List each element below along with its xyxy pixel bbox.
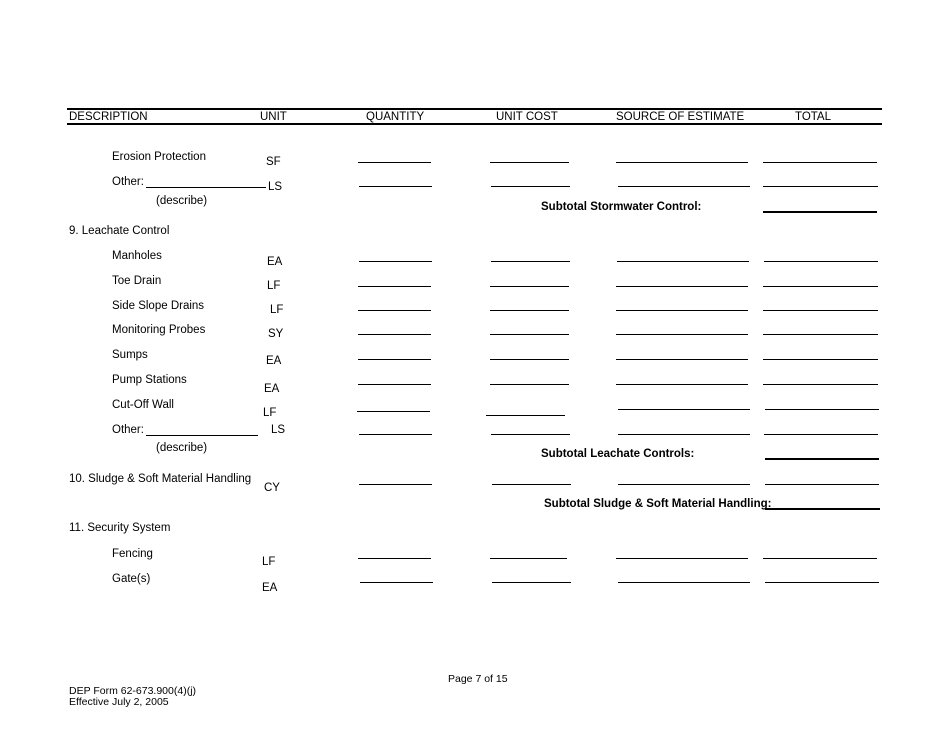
source-blank[interactable] <box>618 434 750 435</box>
section-title: 10. Sludge & Soft Material Handling <box>69 473 252 485</box>
source-blank[interactable] <box>616 286 748 287</box>
row-label: Pump Stations <box>112 374 187 386</box>
unit-cost-blank[interactable] <box>492 582 571 583</box>
quantity-blank[interactable] <box>358 162 431 163</box>
header-bottom-rule <box>67 123 882 125</box>
subtotal-stormwater-blank[interactable] <box>763 211 877 213</box>
header-top-rule <box>67 108 882 110</box>
source-blank[interactable] <box>616 334 748 335</box>
row-label: Manholes <box>112 250 162 262</box>
total-blank[interactable] <box>763 384 878 385</box>
subtotal-leachate-label: Subtotal Leachate Controls: <box>541 448 695 460</box>
other-describe-blank[interactable] <box>146 187 266 188</box>
unit-cost-blank[interactable] <box>491 261 570 262</box>
row-unit: SY <box>268 328 284 340</box>
quantity-blank[interactable] <box>357 411 430 412</box>
subtotal-leachate-blank[interactable] <box>765 458 879 460</box>
unit-cost-blank[interactable] <box>490 310 569 311</box>
unit-cost-blank[interactable] <box>490 286 569 287</box>
quantity-blank[interactable] <box>358 334 431 335</box>
source-blank[interactable] <box>616 558 748 559</box>
describe-note: (describe) <box>156 442 208 454</box>
row-unit: LF <box>270 304 284 316</box>
other-label: Other: <box>112 176 144 188</box>
unit-cost-blank[interactable] <box>492 484 571 485</box>
quantity-blank[interactable] <box>358 310 431 311</box>
col-source: SOURCE OF ESTIMATE <box>616 111 745 123</box>
source-blank[interactable] <box>618 582 750 583</box>
form-number: DEP Form 62-673.900(4)(j) <box>69 685 197 697</box>
source-blank[interactable] <box>616 162 748 163</box>
row-label: Side Slope Drains <box>112 300 205 312</box>
page-number: Page 7 of 15 <box>448 673 508 685</box>
row-label: Gate(s) <box>112 573 151 585</box>
total-blank[interactable] <box>763 359 878 360</box>
total-blank[interactable] <box>764 434 878 435</box>
row-unit: LS <box>268 181 283 193</box>
total-blank[interactable] <box>763 310 878 311</box>
unit-cost-blank[interactable] <box>490 558 567 559</box>
source-blank[interactable] <box>616 384 748 385</box>
section-title: 11. Security System <box>69 522 171 534</box>
col-quantity: QUANTITY <box>366 111 425 123</box>
col-unit-cost: UNIT COST <box>496 111 558 123</box>
quantity-blank[interactable] <box>359 186 432 187</box>
row-unit: EA <box>267 256 283 268</box>
subtotal-sludge-label: Subtotal Sludge & Soft Material Handling: <box>544 498 772 510</box>
row-label: Sumps <box>112 349 148 361</box>
total-blank[interactable] <box>763 334 878 335</box>
row-unit: CY <box>264 482 280 494</box>
quantity-blank[interactable] <box>358 359 431 360</box>
row-label: Cut-Off Wall <box>112 399 174 411</box>
row-unit: EA <box>262 582 278 594</box>
row-unit: EA <box>264 383 280 395</box>
unit-cost-blank[interactable] <box>490 162 569 163</box>
source-blank[interactable] <box>616 359 748 360</box>
total-blank[interactable] <box>763 162 877 163</box>
other-describe-blank[interactable] <box>146 435 258 436</box>
source-blank[interactable] <box>616 310 748 311</box>
row-unit: EA <box>266 355 282 367</box>
quantity-blank[interactable] <box>358 384 431 385</box>
total-blank[interactable] <box>763 286 878 287</box>
quantity-blank[interactable] <box>358 286 431 287</box>
subtotal-stormwater-label: Subtotal Stormwater Control: <box>541 201 702 213</box>
other-label: Other: <box>112 424 144 436</box>
quantity-blank[interactable] <box>359 434 432 435</box>
total-blank[interactable] <box>764 261 878 262</box>
quantity-blank[interactable] <box>358 558 431 559</box>
source-blank[interactable] <box>618 409 750 410</box>
row-unit: LF <box>267 280 281 292</box>
row-unit: LF <box>262 556 276 568</box>
row-unit: LF <box>263 407 277 419</box>
row-unit: LS <box>271 424 286 436</box>
quantity-blank[interactable] <box>359 261 432 262</box>
effective-date: Effective July 2, 2005 <box>69 696 169 708</box>
source-blank[interactable] <box>618 484 750 485</box>
total-blank[interactable] <box>765 582 879 583</box>
col-total: TOTAL <box>795 111 831 123</box>
unit-cost-blank[interactable] <box>490 384 569 385</box>
col-unit: UNIT <box>260 111 287 123</box>
row-label: Fencing <box>112 548 153 560</box>
quantity-blank[interactable] <box>360 582 433 583</box>
section-title: 9. Leachate Control <box>69 225 170 237</box>
row-unit: SF <box>266 156 281 168</box>
source-blank[interactable] <box>617 261 749 262</box>
row-label: Erosion Protection <box>112 151 206 163</box>
total-blank[interactable] <box>763 186 878 187</box>
describe-note: (describe) <box>156 195 208 207</box>
quantity-blank[interactable] <box>359 484 432 485</box>
total-blank[interactable] <box>765 484 879 485</box>
unit-cost-blank[interactable] <box>490 334 569 335</box>
row-label: Monitoring Probes <box>112 324 206 336</box>
unit-cost-blank[interactable] <box>491 186 570 187</box>
total-blank[interactable] <box>763 558 877 559</box>
unit-cost-blank[interactable] <box>490 359 569 360</box>
subtotal-sludge-blank[interactable] <box>765 508 880 510</box>
total-blank[interactable] <box>765 409 879 410</box>
unit-cost-blank[interactable] <box>491 434 570 435</box>
unit-cost-blank[interactable] <box>486 415 565 416</box>
col-description: DESCRIPTION <box>69 111 148 123</box>
source-blank[interactable] <box>618 186 750 187</box>
row-label: Toe Drain <box>112 275 162 287</box>
